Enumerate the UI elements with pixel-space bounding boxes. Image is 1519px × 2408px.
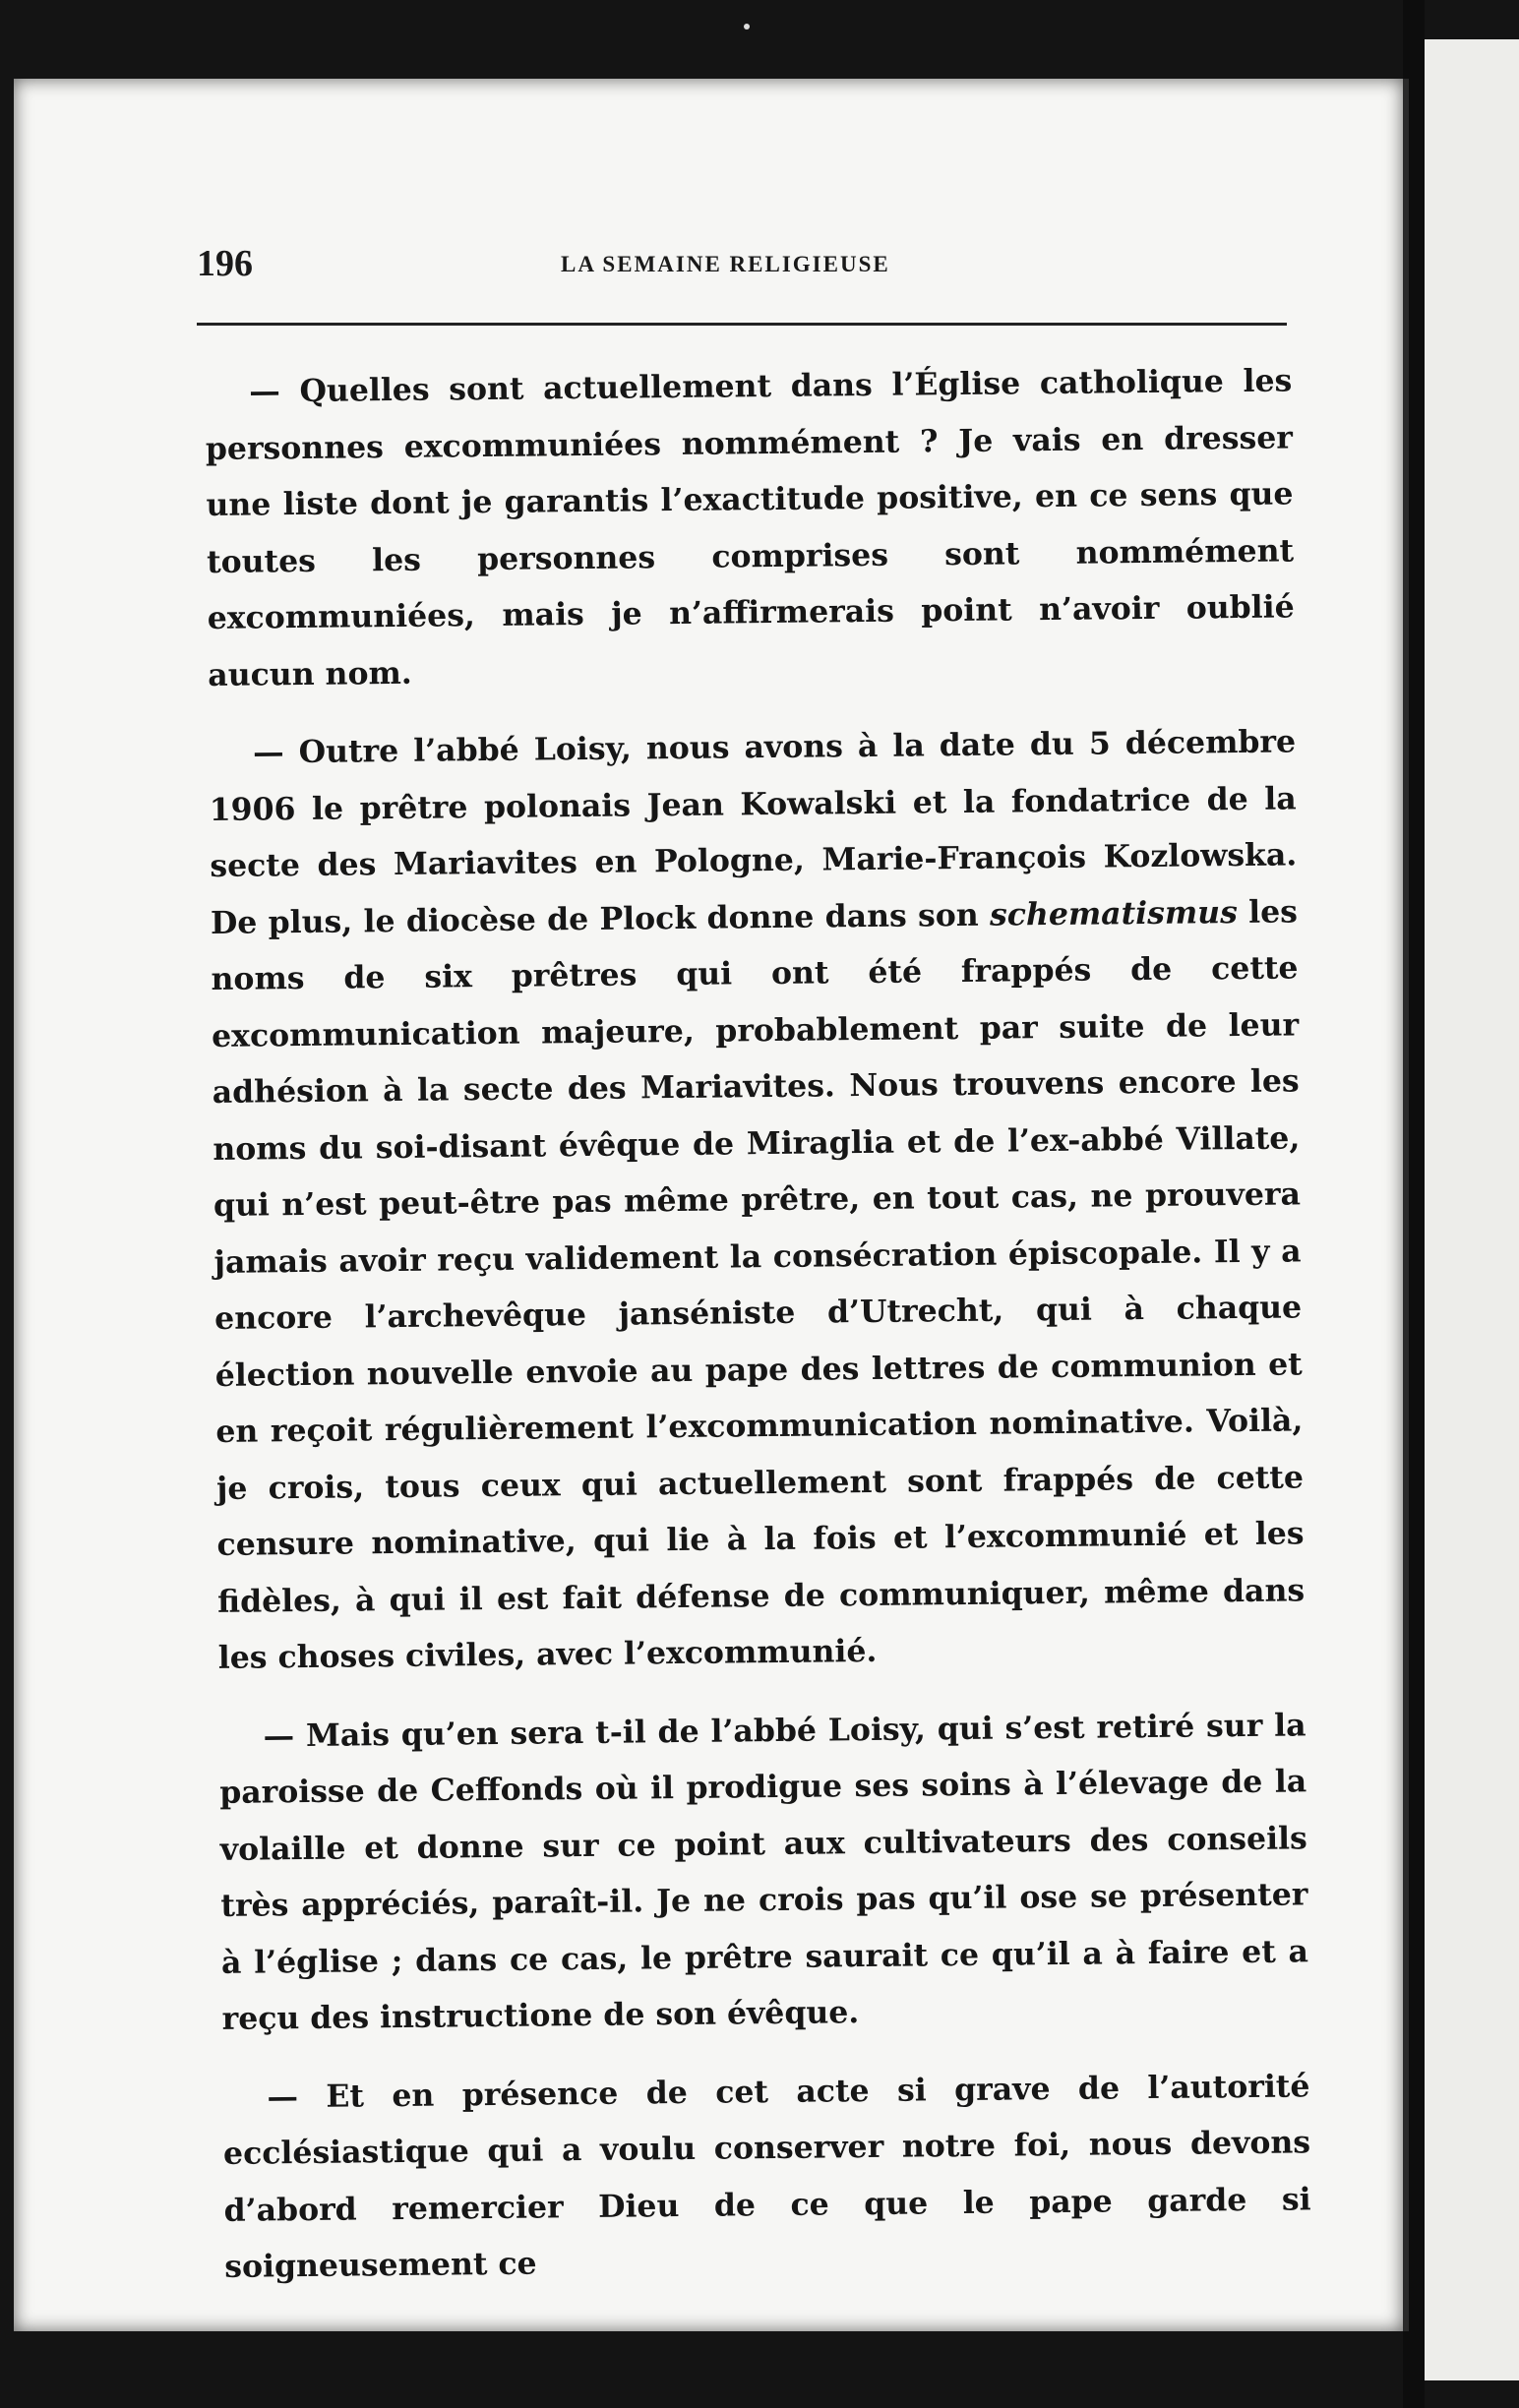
body-text	[205, 352, 1312, 2317]
paragraph-2-text-after: les noms de six prêtres qui ont été frappés de cette excommunication majeure, probablement par suite de leur adhésion à la secte des Mariavites. Nous trouvens encore les noms du soi-disant évêque de Miraglia et de l’ex-abbé Villate, qui n’est peut-être pas même prêtre, en tout cas, ne prouvera jamais avoir reçu validement la consécration épiscopale. Il y a encore l’archevêque janséniste d’Utrecht, qui à chaque élection nouvelle envoie au pape des lettres de communion et en reçoit régulièrement l’excommunication nominative. Voilà, je crois, tous ceux qui actuellement sont frappés de cette censure nominative, qui lie à la fois et l’excommunié et les fidèles, à qui il est fait défense de communiquer, même dans les choses civiles, avec l’excommunié.	[211, 892, 1306, 1676]
italic-term: schematismus	[989, 893, 1239, 933]
paragraph-2	[209, 713, 1306, 1686]
page-header	[182, 242, 1284, 291]
running-head: LA SEMAINE RELIGIEUSE	[561, 252, 890, 276]
header-rule	[197, 323, 1287, 326]
facing-page-edge	[1425, 39, 1519, 2380]
scan-speck	[744, 24, 750, 30]
paragraph-2-text-before: — Outre l’abbé Loisy, nous avons à la date du 5 décembre 1906 le prêtre polonais Jean Kowalski et la fondatrice de la secte des Mariavites en Pologne, Marie-François Kozlowska. De plus, le diocèse de Plock donne dans son	[209, 723, 1298, 941]
paragraph-3: — Mais qu’en sera t-il de l’abbé Loisy, qui s’est retiré sur la paroisse de Ceffonds où il prodigue ses soins à l’élevage de la volaille et donne sur ce point aux cultivateurs des conseils très appréciés, paraît-il. Je ne crois pas qu’il ose se présenter à l’église ; dans ce cas, le prêtre saurait ce qu’il a à faire et a reçu des instructione de son évêque.	[219, 1706, 1309, 2037]
page-number: 196	[197, 243, 253, 284]
paragraph-1: — Quelles sont actuellement dans l’Église catholique les personnes excommuniées nommément ? Je vais en dresser une liste dont je garantis l’exactitude positive, en ce sens que toutes les personnes comprises sont nommément excommuniées, mais je n’affirmerais point n’avoir oublié aucun nom.	[205, 362, 1295, 693]
paragraph-4: — Et en présence de cet acte si grave de l’autorité ecclésiastique qui a voulu conserver notre foi, nous devons d’abord remercier Dieu de ce que le pape garde si soigneusement ce	[222, 2067, 1311, 2285]
